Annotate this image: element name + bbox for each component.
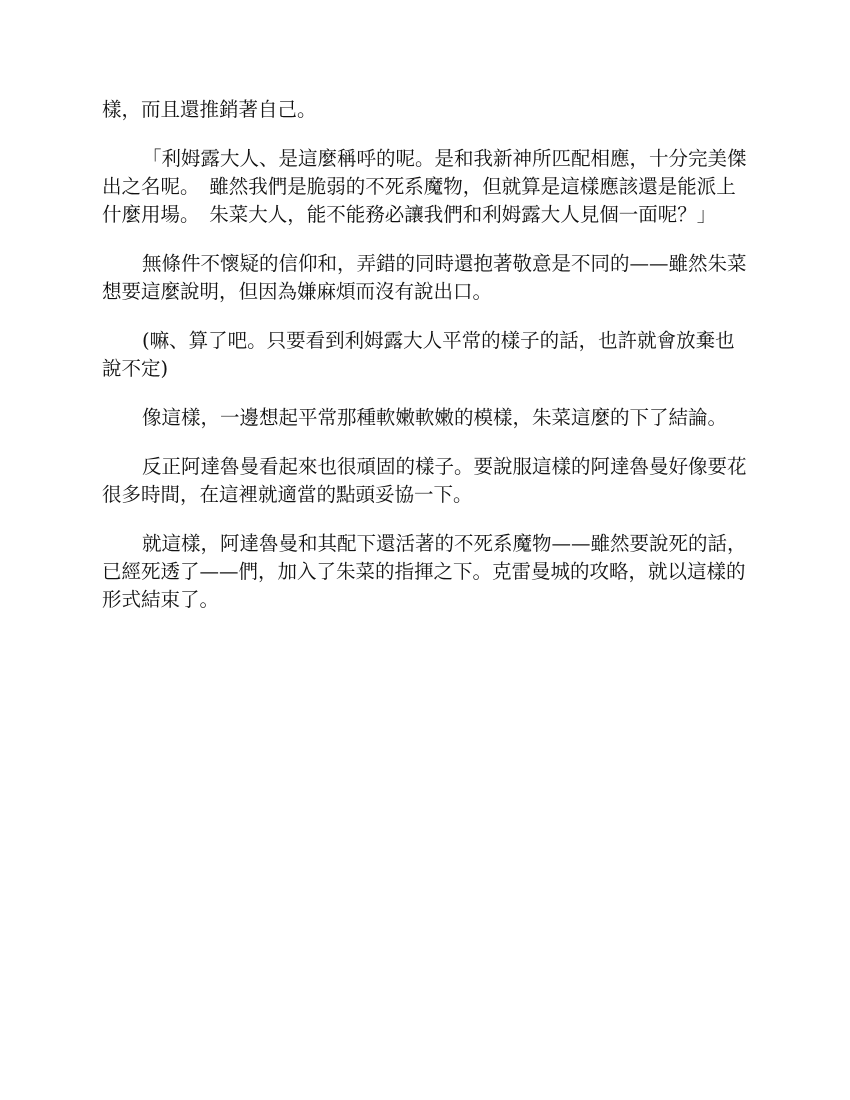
paragraph-shuna-thought: 無條件不懷疑的信仰和，弄錯的同時還抱著敬意是不同的——雖然朱菜想要這麼說明，但因為嫌麻煩而沒有說出口。 <box>102 252 747 303</box>
paragraph-adalman-speech: 「利姆露大人、是這麼稱呼的呢。是和我新神所匹配相應，十分完美傑出之名呢。 雖然我們是脆弱的不死系魔物，但就算是這樣應該還是能派上什麼用場。 朱菜大人，能不能務必讓我們和利姆露大人見個一面呢？」 <box>102 147 747 226</box>
document-page <box>102 96 752 635</box>
paragraph-continuation: 樣，而且還推銷著自己。 <box>102 98 317 121</box>
paragraph-ending: 就這樣，阿達魯曼和其配下還活著的不死系魔物——雖然要說死的話，已經死透了——們，加入了朱菜的指揮之下。克雷曼城的攻略，就以這樣的形式結束了。 <box>102 532 747 611</box>
paragraph-shuna-inner-monologue: (嘛、算了吧。只要看到利姆露大人平常的樣子的話，也許就會放棄也說不定) <box>102 329 735 380</box>
paragraph-conclusion: 像這樣，一邊想起平常那種軟嫩軟嫩的模樣，朱菜這麼的下了結論。 <box>142 406 728 429</box>
paragraph-compromise: 反正阿達魯曼看起來也很頑固的樣子。要說服這樣的阿達魯曼好像要花很多時間，在這裡就適當的點頭妥協一下。 <box>102 455 747 506</box>
